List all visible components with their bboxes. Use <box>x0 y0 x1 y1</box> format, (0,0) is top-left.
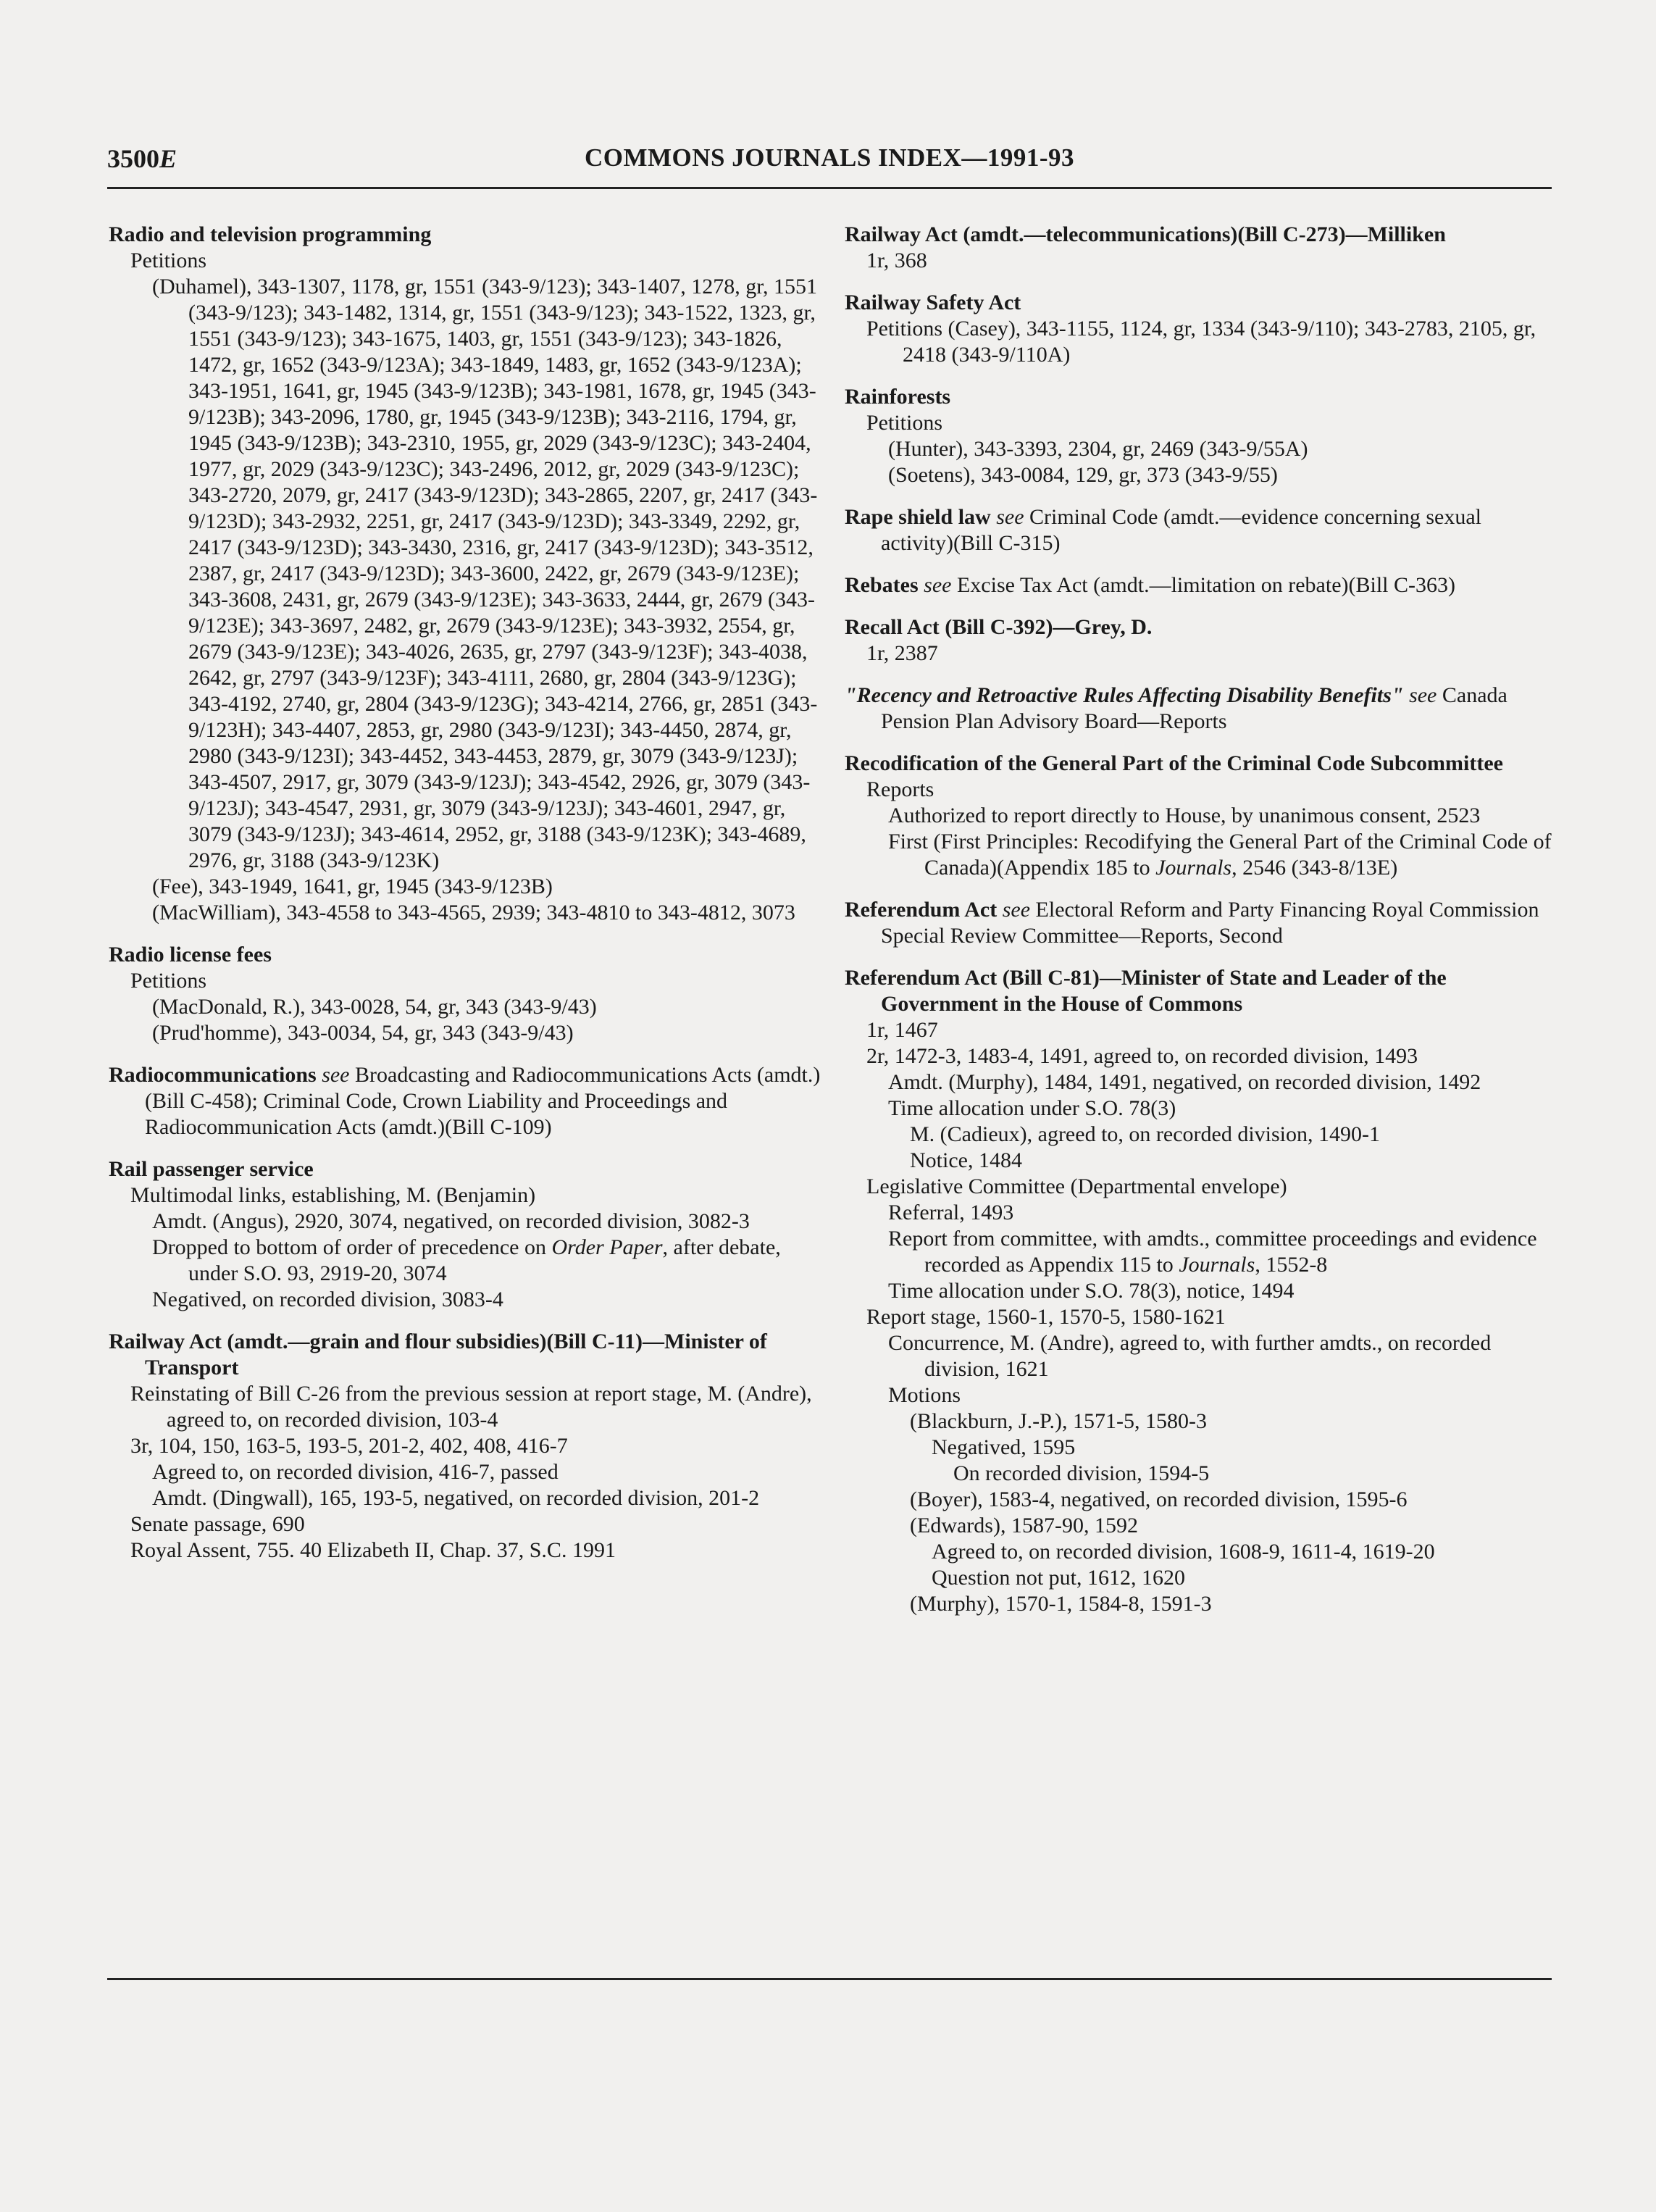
text-run: Rainforests <box>845 385 951 409</box>
text-run: Time allocation under S.O. 78(3), notice, 1494 <box>888 1279 1295 1303</box>
running-title: COMMONS JOURNALS INDEX—1991-93 <box>584 143 1075 172</box>
subentry-line <box>845 436 1555 462</box>
text-run: Journals <box>1155 856 1232 880</box>
text-run: Electoral Reform and Party Financing Royal Commission Special Review Committee—Reports, Second <box>881 898 1539 948</box>
text-run: Referral, 1493 <box>888 1201 1014 1224</box>
text-run: , 1552-8 <box>1255 1253 1328 1277</box>
text-run: (MacDonald, R.), 343-0028, 54, gr, 343 (343-9/43) <box>152 995 597 1019</box>
index-entry <box>845 222 1555 274</box>
text-run: (Soetens), 343-0084, 129, gr, 373 (343-9/55) <box>888 463 1278 487</box>
text-run: Reports <box>866 777 934 801</box>
subentry-line <box>845 1122 1555 1148</box>
entry-heading <box>845 614 1555 640</box>
text-run: see <box>997 898 1031 922</box>
left-column <box>109 222 833 1579</box>
text-run: Railway Safety Act <box>845 291 1021 314</box>
footer-rule <box>107 1978 1552 1980</box>
entry-heading <box>109 942 833 968</box>
index-entry <box>845 683 1555 735</box>
text-run: Railway Act (amdt.—telecommunications)(Bill C-273)—Milliken <box>845 222 1446 246</box>
text-run: see <box>1403 683 1437 707</box>
subentry-line <box>845 1539 1555 1565</box>
text-run: Authorized to report directly to House, by unanimous consent, 2523 <box>888 804 1481 827</box>
index-entry <box>845 614 1555 667</box>
subentry-line <box>845 410 1555 436</box>
subentry-line <box>845 640 1555 667</box>
subentry-line <box>845 1461 1555 1487</box>
subentry-line <box>109 1485 833 1511</box>
entry-heading <box>109 222 833 248</box>
text-run: Journals <box>1179 1253 1255 1277</box>
text-run: Agreed to, on recorded division, 1608-9, 1611-4, 1619-20 <box>932 1540 1435 1564</box>
text-run: Referendum Act (Bill C-81)—Minister of State and Leader of the Government in the House of Commons <box>845 966 1447 1016</box>
subentry-line <box>845 1043 1555 1069</box>
subentry-line <box>845 1017 1555 1043</box>
index-entry <box>845 290 1555 368</box>
subentry-line <box>845 1148 1555 1174</box>
entry-heading <box>845 384 1555 410</box>
text-run: Referendum Act <box>845 898 998 922</box>
text-run: Rebates <box>845 573 919 597</box>
text-run: M. (Cadieux), agreed to, on recorded division, 1490-1 <box>910 1122 1380 1146</box>
text-run: Time allocation under S.O. 78(3) <box>888 1096 1176 1120</box>
subentry-line <box>845 1382 1555 1408</box>
entry-heading <box>109 1062 833 1140</box>
index-entry <box>109 942 833 1046</box>
text-run: Reinstating of Bill C-26 from the previous session at report stage, M. (Andre), agreed to, on recorded division, 103-4 <box>130 1382 812 1432</box>
index-entry <box>845 504 1555 556</box>
index-entry <box>845 751 1555 881</box>
subentry-line <box>845 1591 1555 1617</box>
text-run: Amdt. (Angus), 2920, 3074, negatived, on recorded division, 3082-3 <box>152 1209 750 1233</box>
index-entry <box>109 1156 833 1313</box>
text-run: Dropped to bottom of order of precedence on <box>152 1235 552 1259</box>
entry-heading <box>845 222 1555 248</box>
subentry-line <box>845 1513 1555 1539</box>
text-run: (Boyer), 1583-4, negatived, on recorded division, 1595-6 <box>910 1487 1408 1511</box>
entry-heading <box>845 572 1555 598</box>
text-run: Rail passenger service <box>109 1157 314 1181</box>
subentry-line <box>109 248 833 274</box>
text-run: Negatived, on recorded division, 3083-4 <box>152 1287 503 1311</box>
subentry-line <box>109 274 833 874</box>
text-run: Order Paper <box>551 1235 663 1259</box>
subentry-line <box>845 1408 1555 1435</box>
text-run: , 2546 (343-8/13E) <box>1231 856 1398 880</box>
text-run: Amdt. (Murphy), 1484, 1491, negatived, on recorded division, 1492 <box>888 1070 1481 1094</box>
index-entry <box>845 384 1555 488</box>
text-run: (MacWilliam), 343-4558 to 343-4565, 2939; 343-4810 to 343-4812, 3073 <box>152 901 795 925</box>
text-run: Radio and television programming <box>109 222 432 246</box>
subentry-line <box>845 1095 1555 1122</box>
text-run: Report stage, 1560-1, 1570-5, 1580-1621 <box>866 1305 1226 1329</box>
entry-heading <box>845 504 1555 556</box>
text-run: Agreed to, on recorded division, 416-7, passed <box>152 1460 559 1484</box>
right-column <box>845 222 1555 1633</box>
subentry-line <box>845 1487 1555 1513</box>
text-run: Notice, 1484 <box>910 1148 1022 1172</box>
subentry-line <box>109 994 833 1020</box>
index-entry <box>845 965 1555 1617</box>
text-run: "Recency and Retroactive Rules Affecting Disability Benefits" <box>845 683 1404 707</box>
text-run: Excise Tax Act (amdt.—limitation on rebate)(Bill C-363) <box>951 573 1455 597</box>
text-run: Rape shield law <box>845 505 991 529</box>
text-run: see <box>990 505 1024 529</box>
text-run: Petitions <box>130 249 207 272</box>
subentry-line <box>845 803 1555 829</box>
index-entry <box>845 897 1555 949</box>
text-run: 1r, 368 <box>866 249 927 272</box>
text-run: (Hunter), 343-3393, 2304, gr, 2469 (343-9/55A) <box>888 437 1308 461</box>
subentry-line <box>845 777 1555 803</box>
subentry-line <box>109 1433 833 1459</box>
text-run: , after debate, under S.O. 93, 2919-20, 3074 <box>188 1235 781 1285</box>
text-run: 1r, 2387 <box>866 641 938 665</box>
entry-heading <box>109 1329 833 1381</box>
subentry-line <box>845 1174 1555 1200</box>
subentry-line <box>845 1278 1555 1304</box>
text-run: On recorded division, 1594-5 <box>953 1461 1210 1485</box>
subentry-line <box>109 1209 833 1235</box>
text-run: Recall Act (Bill C-392)—Grey, D. <box>845 615 1153 639</box>
entry-heading <box>845 965 1555 1017</box>
text-run: Recodification of the General Part of the Criminal Code Subcommittee <box>845 751 1503 775</box>
text-run: (Murphy), 1570-1, 1584-8, 1591-3 <box>910 1592 1212 1616</box>
text-run: Broadcasting and Radiocommunications Acts (amdt.) (Bill C-458); Criminal Code, Crown Liability and Proceedings and Radiocommunication Acts (amdt.)(Bill C-109) <box>145 1063 821 1139</box>
subentry-line <box>109 968 833 994</box>
index-entry <box>109 222 833 926</box>
text-run: Concurrence, M. (Andre), agreed to, with further amdts., on recorded division, 1621 <box>888 1331 1492 1381</box>
text-run: Motions <box>888 1383 961 1407</box>
subentry-line <box>845 1435 1555 1461</box>
text-run: Petitions (Casey), 343-1155, 1124, gr, 1334 (343-9/110); 343-2783, 2105, gr, 2418 (343-9/110A) <box>866 317 1536 367</box>
text-run: 1r, 1467 <box>866 1018 938 1042</box>
subentry-line <box>109 1511 833 1537</box>
subentry-line <box>109 874 833 900</box>
subentry-line <box>845 1304 1555 1330</box>
text-run: Petitions <box>866 411 943 435</box>
text-run: Petitions <box>130 969 207 993</box>
subentry-line <box>109 1537 833 1564</box>
subentry-line <box>109 1381 833 1433</box>
subentry-line <box>109 900 833 926</box>
text-run: see <box>316 1063 350 1087</box>
text-run: Senate passage, 690 <box>130 1512 305 1536</box>
subentry-line <box>109 1182 833 1209</box>
entry-heading <box>845 897 1555 949</box>
subentry-line <box>845 1226 1555 1278</box>
subentry-line <box>109 1287 833 1313</box>
entry-heading <box>845 290 1555 316</box>
page-header <box>107 143 1552 187</box>
subentry-line <box>109 1020 833 1046</box>
text-run: see <box>918 573 952 597</box>
text-run: (Blackburn, J.-P.), 1571-5, 1580-3 <box>910 1409 1207 1433</box>
text-run: Multimodal links, establishing, M. (Benjamin) <box>130 1183 536 1207</box>
subentry-line <box>845 829 1555 881</box>
index-entry <box>109 1062 833 1140</box>
entry-heading <box>845 751 1555 777</box>
text-run: (Prud'homme), 343-0034, 54, gr, 343 (343-9/43) <box>152 1021 574 1045</box>
subentry-line <box>845 248 1555 274</box>
text-run: Railway Act (amdt.—grain and flour subsidies)(Bill C-11)—Minister of Transport <box>109 1330 767 1380</box>
text-run: (Duhamel), 343-1307, 1178, gr, 1551 (343-9/123); 343-1407, 1278, gr, 1551 (343-9/123); 343-1482, 1314, gr, 1551 (343-9/123); 343-1522, 1323, gr, 1551 (343-9/123); 343-1675, 1403, gr, 1551 (343-9/123); 343-1826, 1472, gr, 1652 (343-9/123A); 343-1849, 1483, gr, 1652 (343-9/123A); 343-1951, 1641, gr, 1945 (343-9/123B); 343-1981, 1678, gr, 1945 (343-9/123B); 343-2096, 1780, gr, 1945 (343-9/123B); 343-2116, 1794, gr, 1945 (343-9/123B); 343-2310, 1955, gr, 2029 (343-9/123C); 343-2404, 1977, gr, 2029 (343-9/123C); 343-2496, 2012, gr, 2029 (343-9/123C); 343-2720, 2079, gr, 2417 (343-9/123D); 343-2865, 2207, gr, 2417 (343-9/123D); 343-2932, 2251, gr, 2417 (343-9/123D); 343-3349, 2292, gr, 2417 (343-9/123D); 343-3430, 2316, gr, 2417 (343-9/123D); 343-3512, 2387, gr, 2417 (343-9/123D); 343-3600, 2422, gr, 2679 (343-9/123E); 343-3608, 2431, gr, 2679 (343-9/123E); 343-3633, 2444, gr, 2679 (343-9/123E); 343-3697, 2482, gr, 2679 (343-9/123E); 343-3932, 2554, gr, 2679 (343-9/123E); 343-4026, 2635, gr, 2797 (343-9/123F); 343-4038, 2642, gr, 2797 (343-9/123F); 343-4111, 2680, gr, 2804 (343-9/123G); 343-4192, 2740, gr, 2804 (343-9/123G); 343-4214, 2766, gr, 2851 (343-9/123H); 343-4407, 2853, gr, 2980 (343-9/123I); 343-4450, 2874, gr, 2980 (343-9/123I); 343-4452, 343-4453, 2879, gr, 3079 (343-9/123J); 343-4507, 2917, gr, 3079 (343-9/123J); 343-4542, 2926, gr, 3079 (343-9/123J); 343-4547, 2931, gr, 3079 (343-9/123J); 343-4601, 2947, gr, 3079 (343-9/123J); 343-4614, 2952, gr, 3188 (343-9/123K); 343-4689, 2976, gr, 3188 (343-9/123K) <box>152 275 818 872</box>
text-run: Radiocommunications <box>109 1063 317 1087</box>
subentry-line <box>845 1565 1555 1591</box>
subentry-line <box>109 1459 833 1485</box>
subentry-line <box>845 462 1555 488</box>
entry-heading <box>845 683 1555 735</box>
index-entry <box>845 572 1555 598</box>
text-run: Question not put, 1612, 1620 <box>932 1566 1185 1590</box>
subentry-line <box>845 316 1555 368</box>
text-run: Royal Assent, 755. 40 Elizabeth II, Chap. 37, S.C. 1991 <box>130 1538 616 1562</box>
subentry-line <box>845 1069 1555 1095</box>
text-run: Report from committee, with amdts., committee proceedings and evidence recorded as Appendix 115 to <box>888 1227 1537 1277</box>
text-run: Canada Pension Plan Advisory Board—Reports <box>881 683 1507 733</box>
text-run: (Fee), 343-1949, 1641, gr, 1945 (343-9/123B) <box>152 875 553 898</box>
subentry-line <box>845 1200 1555 1226</box>
text-run: Amdt. (Dingwall), 165, 193-5, negatived, on recorded division, 201-2 <box>152 1486 760 1510</box>
entry-heading <box>109 1156 833 1182</box>
text-run: 3r, 104, 150, 163-5, 193-5, 201-2, 402, 408, 416-7 <box>130 1434 568 1458</box>
page-number: 3500E <box>107 144 177 173</box>
subentry-line <box>845 1330 1555 1382</box>
text-run: Criminal Code (amdt.—evidence concerning sexual activity)(Bill C-315) <box>881 505 1481 555</box>
text-run: 2r, 1472-3, 1483-4, 1491, agreed to, on recorded division, 1493 <box>866 1044 1418 1068</box>
text-run: Radio license fees <box>109 943 272 967</box>
text-run: Negatived, 1595 <box>932 1435 1076 1459</box>
subentry-line <box>109 1235 833 1287</box>
index-entry <box>109 1329 833 1564</box>
text-run: Legislative Committee (Departmental envelope) <box>866 1174 1287 1198</box>
text-run: First (First Principles: Recodifying the General Part of the Criminal Code of Canada)(Appendix 185 to <box>888 830 1552 880</box>
text-run: (Edwards), 1587-90, 1592 <box>910 1514 1138 1537</box>
header-rule <box>107 187 1552 189</box>
